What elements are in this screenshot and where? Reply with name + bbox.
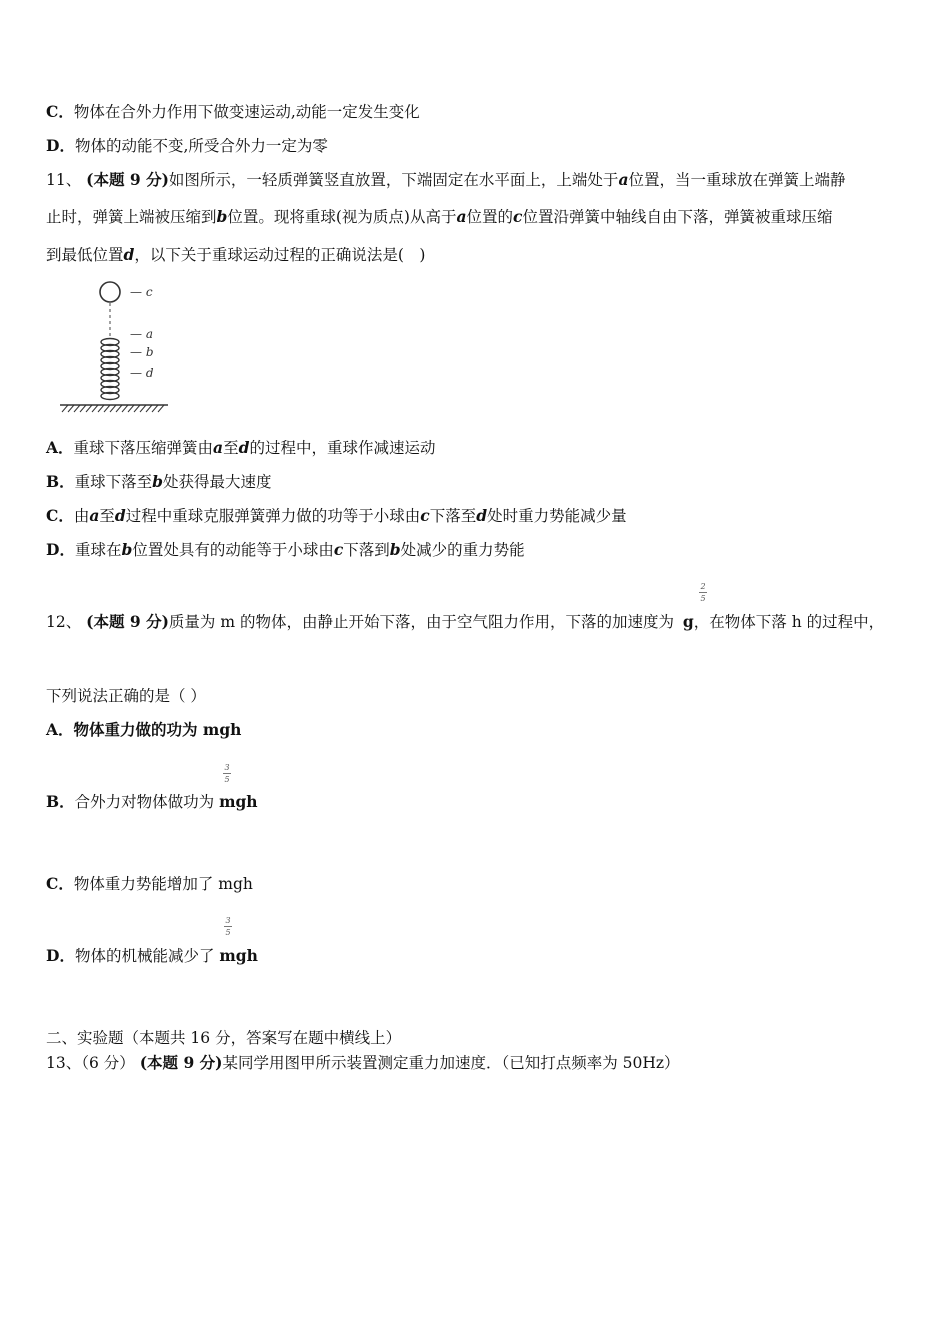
q11-option-text: 处时重力势能减少量 [487,507,627,525]
q11-var-c: c [420,506,430,525]
q12-stem-line2 [46,686,206,706]
spring-coil [101,339,119,400]
q11-stem-line1 [46,170,846,190]
q12-option-d [46,946,258,966]
q12-option-b-label: B． [46,792,75,811]
q11-option-d [46,540,525,560]
q13-number: 13、 [46,1054,82,1072]
q11-var-d: d [114,506,126,525]
q11-stem-text: 位置，当一重球放在弹簧上端静 [628,171,846,189]
q11-stem-text: ，以下关于重球运动过程的正确说法是( ) [134,246,426,264]
q11-option-text: 处减少的重力势能 [400,541,525,559]
q11-number: 11、 [46,171,82,189]
q13-text: 某同学用图甲所示装置测定重力加速度．（已知打点频率为 50Hz） [222,1054,680,1072]
q11-var-c: c [513,207,523,226]
q10-option-c-text: 物体在合外力作用下做变速运动,动能一定发生变化 [73,103,420,121]
q11-var-b: b [216,207,228,226]
q11-var-d: d [238,438,250,457]
q11-stem-line3 [46,245,425,265]
q12-option-c [46,874,253,894]
figure-label-a: — a [130,327,153,341]
q11-var-d: d [123,245,135,264]
q10-option-c [46,102,420,122]
ground-hatching [62,405,164,412]
q12-var-g: g [682,612,694,631]
figure-label-d: — d [130,366,154,380]
q11-option-text: 重球下落压缩弹簧由 [73,439,214,457]
q11-stem-text: 位置。现将重球(视为质点)从高于 [227,208,457,226]
q10-option-c-label: C． [46,102,74,121]
q12-option-b [46,792,258,812]
section-2-title [46,1028,401,1048]
figure-label-b: — b [130,345,154,359]
q12-option-a-label: A． [46,720,74,739]
q12-option-c-text: 物体重力势能增加了 mgh [73,875,253,893]
q12-stem-text: ，在物体下落 h 的过程中， [693,613,885,631]
q11-stem-text: 止时，弹簧上端被压缩到 [46,208,217,226]
q12-option-d-unit: mgh [219,946,258,965]
q11-var-c: c [333,540,344,559]
q10-option-d-label: D． [46,136,75,155]
q12-stem-text: 质量为 m 的物体，由静止开始下落，由于空气阻力作用，下落的加速度为 [168,613,674,631]
figure-label-c: — c [130,285,153,299]
q11-var-b: b [152,472,163,491]
q11-stem-text: 如图所示，一轻质弹簧竖直放置，下端固定在水平面上，上端处于 [168,171,619,189]
q11-option-text: 重球下落至 [74,473,153,491]
q11-option-text: 位置处具有的动能等于小球由 [132,541,334,559]
q11-option-text: 重球在 [74,541,122,559]
q11-option-d-label: D． [46,540,75,559]
q12-option-c-label: C． [46,874,74,893]
q13-stem [46,1053,680,1073]
q11-var-a: a [213,438,224,457]
q10-option-d-text: 物体的动能不变,所受合外力一定为零 [74,137,328,155]
q10-option-d [46,136,328,156]
q11-var-d: d [476,506,488,525]
fraction-numerator: 3 [225,916,231,925]
q11-stem-text: 位置沿弹簧中轴线自由下落，弹簧被重球压缩 [522,208,833,226]
q11-score: (本题 9 分) [86,170,169,189]
fraction-denominator: 5 [225,928,231,937]
q12-option-a-text: 物体重力做的功为 mgh [73,720,242,739]
q11-option-text: 下落到 [343,541,390,559]
q11-var-a: a [456,207,467,226]
q11-option-text: 由 [73,507,90,525]
q11-option-text: 至 [99,507,115,525]
q11-option-c-label: C． [46,506,74,525]
q11-option-c [46,506,627,526]
q11-option-b [46,472,271,492]
section-2-title-text: 二、实验题（本题共 16 分，答案写在题中横线上） [46,1029,402,1047]
q13-score: (本题 9 分) [139,1053,223,1072]
q12-option-a [46,720,241,740]
q11-var-b: b [121,540,133,559]
q12-number: 12、 [46,613,82,631]
q11-var-a: a [89,506,100,525]
q11-option-a [46,438,435,458]
q12-option-b-unit: mgh [219,792,258,811]
q13-points: （6 分） [81,1054,135,1072]
q11-option-text: 下落至 [429,507,477,525]
q11-stem-text: 位置的 [466,208,514,226]
q12-option-d-text: 物体的机械能减少了 [74,947,215,965]
fraction-denominator: 5 [224,775,230,784]
q12-option-b-text: 合外力对物体做功为 [74,793,215,811]
q12-option-d-label: D． [46,946,75,965]
q12-stem-text: 下列说法正确的是（ ） [46,687,206,705]
q11-option-text: 的过程中，重球作减速运动 [249,439,436,457]
q12-option-d-fraction [222,916,234,937]
q11-option-b-label: B． [46,472,75,491]
ball-circle [100,282,120,302]
fraction-numerator: 3 [224,763,230,772]
q11-stem-line2 [46,207,833,227]
q11-var-b: b [389,540,401,559]
q11-option-text: 过程中重球克服弹簧弹力做的功等于小球由 [125,507,421,525]
q12-option-b-fraction [221,763,233,784]
q12-stem-line1 [46,612,884,632]
q12-stem-fraction [697,582,709,603]
fraction-denominator: 5 [700,594,706,603]
spring-figure [52,278,182,418]
q11-option-text: 至 [223,439,239,457]
q11-var-a: a [618,170,629,189]
q11-option-text: 处获得最大速度 [162,473,272,491]
q12-score: (本题 9 分) [86,612,169,631]
q11-stem-text: 到最低位置 [46,246,124,264]
q11-option-a-label: A． [46,438,74,457]
fraction-numerator: 2 [700,582,706,591]
